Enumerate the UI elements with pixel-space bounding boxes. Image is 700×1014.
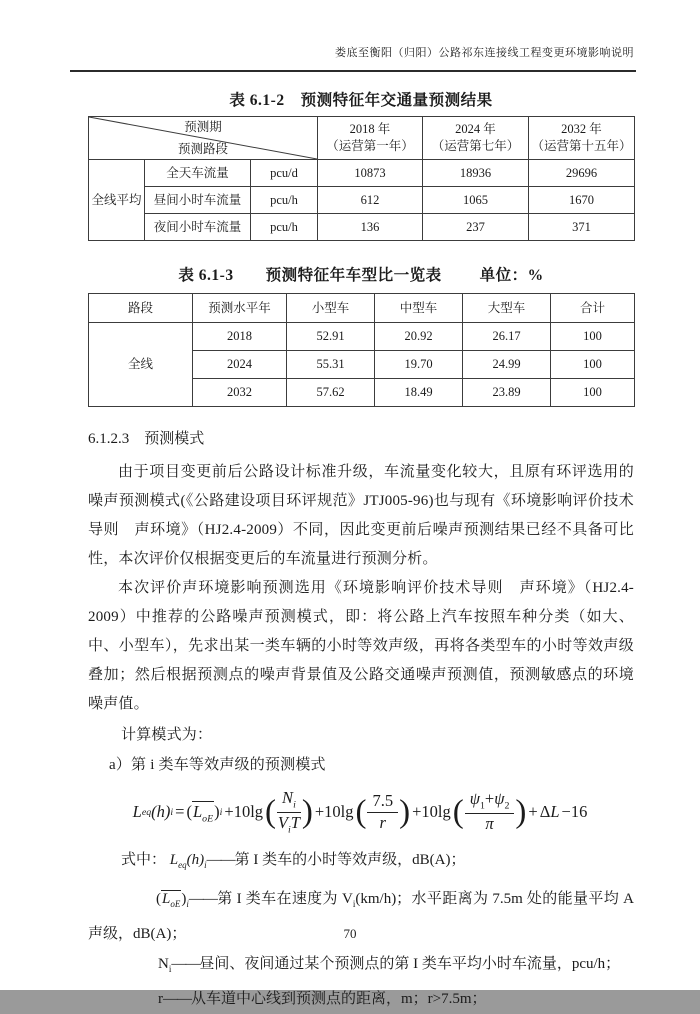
frac1-num-sub: i [293,799,296,811]
w1-hsub: i [204,860,207,871]
w4-r: r [158,991,163,1008]
term1-Lsub: oE [202,812,214,824]
col-header: 小型车 [287,294,375,323]
item-a-label: a）第 i 类车等效声级的预测模式 [109,757,326,773]
total-pct: 100 [551,351,635,379]
w3-N: N [158,956,169,973]
year-2024-line2: （运营第七年） [431,139,520,153]
paragraph-2: 本次评价声环境影响预测选用《环境影响评价技术导则 声环境》（HJ2.4-2009）中推荐的公路噪声预测模式，即：将公路上汽车按照车种分类（如大、中、小型车），先求出某一类车辆的小时等效声级，再将各类型车的小时等效声级叠加；然后根据预测点的噪声背景值及公路交通噪声预测值，预测敏感点的环境噪声值。 [88,580,634,712]
page-number: 70 [343,926,357,941]
total-pct: 100 [551,379,635,407]
w2-Lsub: oE [170,899,181,910]
year-header-2024 [423,117,529,160]
formula-lhs-sub: eq [141,806,152,818]
w1-L: L [169,852,179,869]
where-prefix: 式中： [121,852,167,869]
year-2018-line1: 2018 年 [349,122,391,137]
small-car-pct: 55.31 [287,351,375,379]
frac3-psi2: ψ [494,789,505,809]
table2-title: 表 6.1-3 预测特征年车型比一览表 [178,267,442,284]
year-2032-line2: （运营第十五年） [531,139,632,153]
value-2032: 371 [529,214,635,241]
vehicle-mix-table [88,293,635,407]
w1-h: (h) [186,852,205,869]
frac1-den-T: T [290,812,300,832]
year-2018-line2: （运营第一年） [326,139,414,153]
year-header-2032 [529,117,635,160]
w2-outsub: i [186,899,189,910]
where-line-3 [88,949,634,984]
large-car-pct: 23.89 [463,379,551,407]
small-car-pct: 57.62 [287,379,375,407]
value-2024: 18936 [423,160,529,187]
metric-unit: pcu/d [251,160,318,187]
total-pct: 100 [551,323,635,351]
mid-car-pct: 18.49 [375,379,463,407]
small-car-pct: 52.91 [287,323,375,351]
table-row [89,214,635,241]
table-row [89,187,635,214]
metric-name: 全天车流量 [145,160,251,187]
fraction-3 [465,790,515,834]
col-header: 大型车 [463,294,551,323]
formula-lhs-h: (h) [151,802,171,822]
tail-minus16: −16 [561,802,588,822]
frac2-den: r [379,812,386,832]
where-line-1 [88,845,634,880]
calc-mode-label: 计算模式为： [121,727,213,743]
value-2018: 10873 [318,160,423,187]
year-2032-line1: 2032 年 [561,122,602,137]
w2-vsub: i [352,899,356,910]
paren-close: ) [214,802,220,822]
plus-10lg-2: +10lg [314,802,354,822]
col-header: 中型车 [375,294,463,323]
page-header-title: 娄底至衡阳（归阳）公路祁东连接线工程变更环境影响说明 [335,47,634,59]
value-2024: 1065 [423,187,529,214]
frac2-num: 7.5 [367,792,398,813]
col-header: 预测水平年 [193,294,287,323]
frac3-pi: π [485,814,494,834]
w2-paren-close: ) [181,891,187,908]
metric-unit: pcu/h [251,214,318,241]
w3-text: 昼间、夜间通过某个预测点的第 I 类车平均小时车流量，pcu/h； [199,956,621,973]
year-cell: 2024 [193,351,287,379]
where-line-4 [88,984,634,1014]
w1-sub: eq [178,860,187,871]
term1-outsub: i [219,806,223,818]
year-2024-line1: 2024 年 [455,122,496,137]
tail-L: L [550,802,560,822]
noise-prediction-formula: L eq (h) i = ( $L_{oE}$ ) i +10lg ( $\frac{N_i}{V_iT}$ ) +10lg ( $\frac{7.5}{r}$ ) +10lg ( $\frac{\psi_1+\psi_2}{\pi}$ ) + Δ L −16 [132,788,588,835]
paren-open: ( [186,802,192,822]
year-cell: 2032 [193,379,287,407]
tail-plus: + [528,802,538,822]
value-2018: 612 [318,187,423,214]
w2-text-b: (km/h)；水平距离为 7.5m 处的能量平均 A 声级，dB(A)； [88,891,634,943]
table-header-row [89,294,635,323]
table-row [89,160,635,187]
paragraph-1: 由于项目变更前后公路设计标准升级，车流量变化较大，且原有环评选用的噪声预测模式(《公路建设项目环评规范》JTJ005-96)也与现有《环境影响评价技术导则 声环境》（HJ2.4-2009）不同，因此变更前后噪声预测结果已经不具备可比性，本次评价仅根据变更后的车流量进行预测分析。 [88,464,634,567]
frac3-psi2-sub: 2 [504,800,510,812]
value-2018: 136 [318,214,423,241]
frac1-num: N [282,788,294,807]
header-rule [70,70,636,72]
tail-delta: Δ [539,802,551,822]
group-label-cell: 全线平均 [89,160,145,241]
fraction-1 [277,789,301,835]
w4-text: 从车道中心线到预测点的距离，m；r>7.5m； [191,991,487,1008]
metric-name: 昼间小时车流量 [145,187,251,214]
formula-lhs-hsub: i [170,806,174,818]
w1-text: 第 I 类车的小时等效声级，dB(A)； [234,852,466,869]
frac3-plus: + [484,789,495,809]
frac1-den-V: V [277,812,288,832]
diag-label-period: 预测期 [184,120,222,134]
w4-dash: —— [163,991,191,1008]
table-row [89,323,635,351]
table1-title: 表 6.1-2 预测特征年交通量预测结果 [229,92,493,109]
col-header: 合计 [551,294,635,323]
metric-unit: pcu/h [251,187,318,214]
plus-10lg-3: +10lg [412,802,451,822]
mid-car-pct: 19.70 [375,351,463,379]
diagonal-header-cell [89,117,318,160]
plus-10lg-1: +10lg [224,802,264,822]
w1-dash: —— [206,852,235,869]
term1-L: L [192,801,203,821]
value-2024: 237 [423,214,529,241]
section-heading: 6.1.2.3 预测模式 [88,431,205,447]
col-header: 路段 [89,294,193,323]
formula-lhs-L: L [132,802,142,822]
traffic-forecast-table [88,116,635,241]
year-header-2018 [318,117,423,160]
table2-unit-label: 单位：% [479,267,544,284]
group-label-cell: 全线 [89,323,193,407]
equals-sign: = [175,802,185,822]
large-car-pct: 24.99 [463,351,551,379]
w3-dash: —— [171,956,200,973]
table2-title-row [88,263,634,285]
page-content [88,86,634,1014]
frac1-den-Vsub: i [288,823,291,835]
diag-label-section: 预测路段 [177,141,228,156]
w3-sub: i [168,964,172,975]
w2-paren-open: ( [156,891,161,908]
value-2032: 29696 [529,160,635,187]
frac3-psi1: ψ [469,789,480,809]
metric-name: 夜间小时车流量 [145,214,251,241]
large-car-pct: 26.17 [463,323,551,351]
w2-L: L [162,891,171,908]
frac3-psi1-sub: 1 [479,800,485,812]
mid-car-pct: 20.92 [375,323,463,351]
fraction-2 [367,792,398,833]
value-2032: 1670 [529,187,635,214]
year-cell: 2018 [193,323,287,351]
w2-text-a: 第 I 类车在速度为 V [216,891,353,908]
w2-dash: —— [188,891,217,908]
